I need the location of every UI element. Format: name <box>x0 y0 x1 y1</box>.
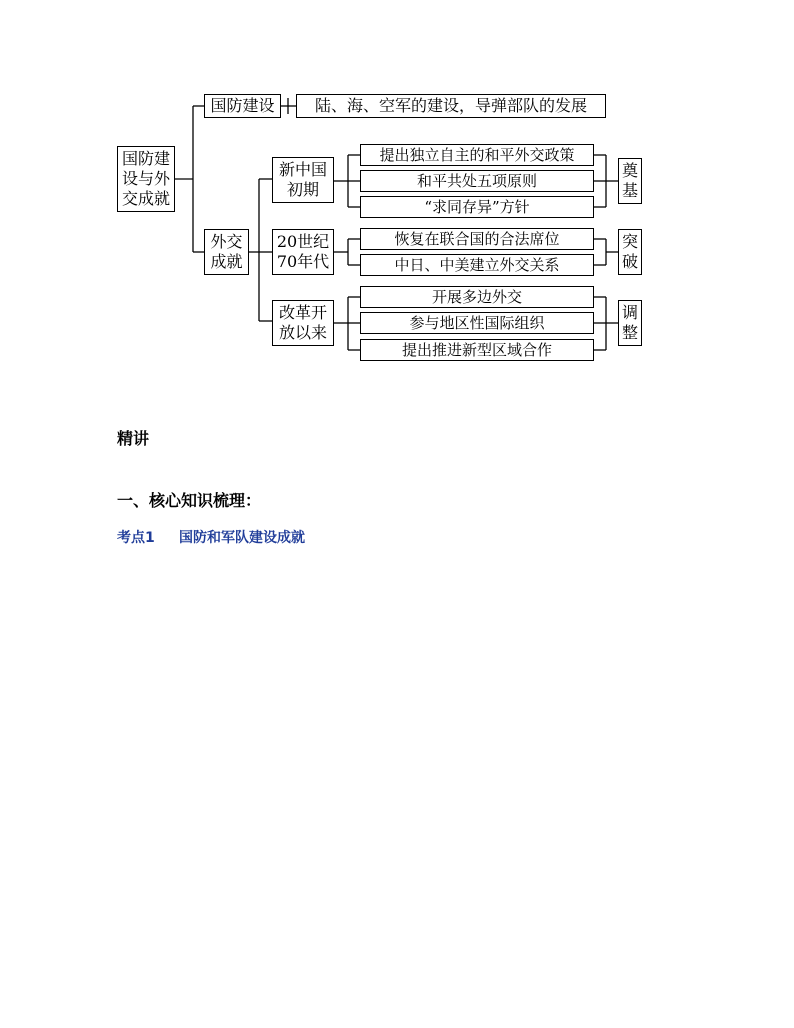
defense-detail-node: 陆、海、空军的建设，导弹部队的发展 <box>296 94 606 118</box>
summary-node: 调 整 <box>618 300 642 346</box>
summary-node: 奠 基 <box>618 158 642 204</box>
item-node: 和平共处五项原则 <box>360 170 594 192</box>
key-point-title: 国防和军队建设成就 <box>179 530 305 546</box>
summary-node: 突 破 <box>618 229 642 275</box>
section-subtitle: 一、核心知识梳理： <box>117 491 262 510</box>
section-title: 精讲 <box>117 429 150 448</box>
item-node: 开展多边外交 <box>360 286 594 308</box>
item-node: 恢复在联合国的合法席位 <box>360 228 594 250</box>
period-node-1970s: 20世纪 70年代 <box>272 229 334 275</box>
key-point-heading <box>117 527 305 547</box>
period-node-early-prc: 新中国 初期 <box>272 157 334 203</box>
item-node: 参与地区性国际组织 <box>360 312 594 334</box>
item-node: 提出推进新型区域合作 <box>360 339 594 361</box>
root-node: 国防建 设与外 交成就 <box>117 146 175 212</box>
period-node-reform-era: 改革开 放以来 <box>272 300 334 346</box>
diplomacy-node: 外交 成就 <box>204 229 249 275</box>
item-node: 中日、中美建立外交关系 <box>360 254 594 276</box>
key-point-label: 考点1 <box>117 530 155 546</box>
item-node: “求同存异”方针 <box>360 196 594 218</box>
defense-node: 国防建设 <box>204 94 281 118</box>
item-node: 提出独立自主的和平外交政策 <box>360 144 594 166</box>
